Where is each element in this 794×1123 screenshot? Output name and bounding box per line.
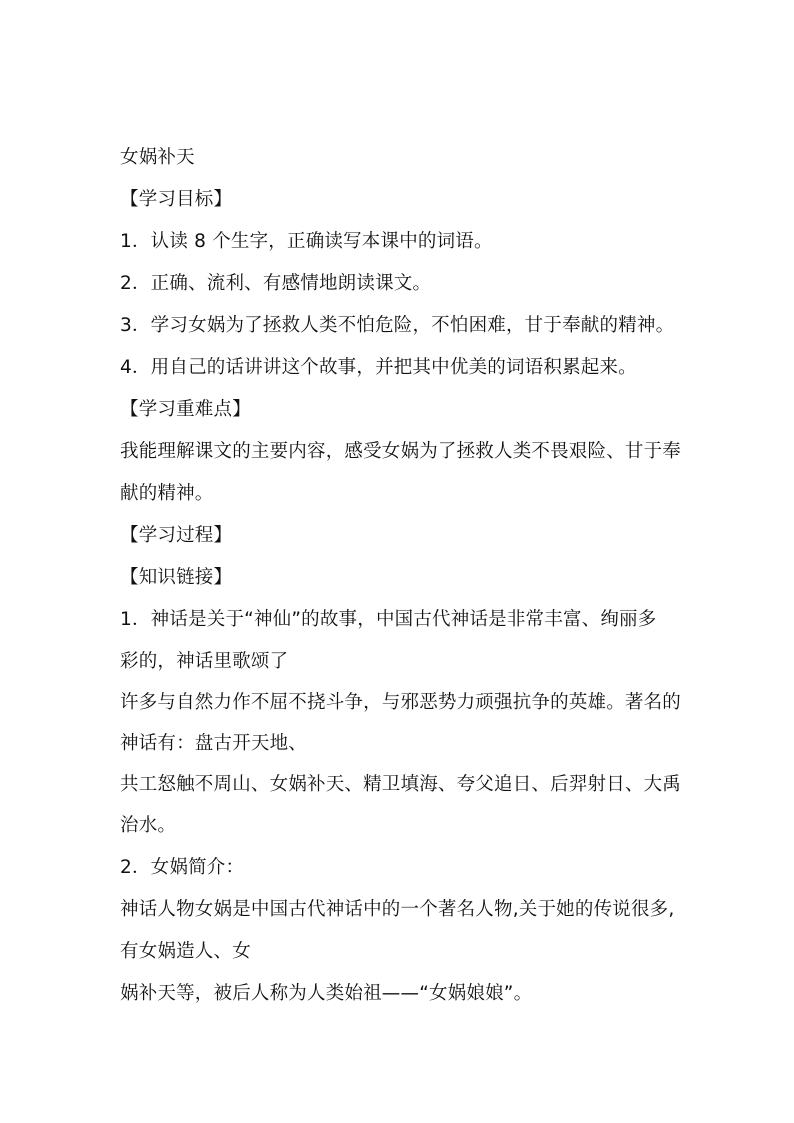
- knowledge-line-6: 治水。: [120, 815, 177, 836]
- key-points-line-2: 献的精神。: [120, 483, 214, 504]
- goal-item-1: 1．认读 8 个生字，正确读写本课中的词语。: [120, 231, 493, 252]
- knowledge-line-9: 有女娲造人、女: [120, 941, 251, 962]
- process-heading: 【学习过程】: [120, 525, 233, 546]
- knowledge-line-7: 2．女娲简介：: [120, 857, 245, 878]
- knowledge-line-8: 神话人物女娲是中国古代神话中的一个著名人物,关于她的传说很多,: [120, 899, 675, 920]
- goal-item-3: 3．学习女娲为了拯救人类不怕危险，不怕困难，甘于奉献的精神。: [120, 315, 675, 336]
- goals-heading: 【学习目标】: [120, 189, 233, 210]
- document-title: 女娲补天: [120, 147, 195, 168]
- knowledge-line-5: 共工怒触不周山、女娲补天、精卫填海、夸父追日、后羿射日、大禹: [120, 774, 682, 795]
- knowledge-line-4: 神话有：盘古开天地、: [120, 733, 308, 754]
- goal-item-4: 4．用自己的话讲讲这个故事，并把其中优美的词语积累起来。: [120, 357, 637, 378]
- knowledge-line-2: 彩的，神话里歌颂了: [120, 651, 289, 672]
- knowledge-line-1: 1．神话是关于“神仙”的故事，中国古代神话是非常丰富、绚丽多: [120, 609, 657, 630]
- knowledge-heading: 【知识链接】: [120, 567, 233, 588]
- key-points-heading: 【学习重难点】: [120, 399, 251, 420]
- knowledge-line-10: 娲补天等，被后人称为人类始祖——“女娲娘娘”。: [120, 983, 533, 1004]
- knowledge-line-3: 许多与自然力作不屈不挠斗争，与邪恶势力顽强抗争的英雄。著名的: [120, 692, 682, 713]
- key-points-line-1: 我能理解课文的主要内容，感受女娲为了拯救人类不畏艰险、甘于奉: [120, 441, 682, 462]
- goal-item-2: 2．正确、流利、有感情地朗读课文。: [120, 273, 432, 294]
